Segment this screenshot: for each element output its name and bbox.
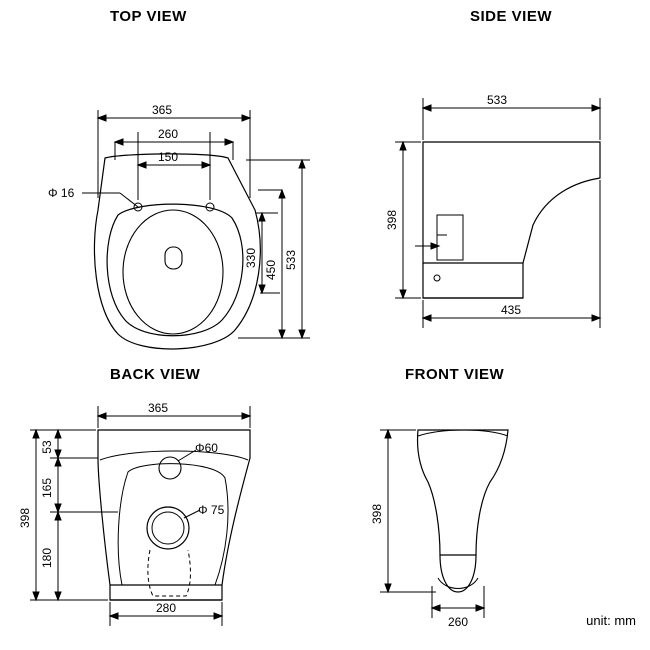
dim-back-53: 53	[40, 440, 54, 454]
dim-back-phi75: Φ 75	[198, 503, 225, 517]
dim-top-365: 365	[152, 103, 173, 117]
dim-side-435: 435	[500, 303, 522, 317]
dim-back-phi60: Φ60	[195, 441, 218, 455]
side-view-title: SIDE VIEW	[470, 8, 553, 25]
top-view-drawing	[10, 50, 340, 350]
dim-front-260: 260	[447, 615, 469, 629]
dim-top-phi16: Φ 16	[48, 186, 75, 200]
dim-top-533: 533	[284, 249, 298, 271]
dim-top-450: 450	[264, 259, 278, 281]
dim-front-398: 398	[370, 503, 384, 525]
unit-note: unit: mm	[586, 613, 636, 628]
dim-side-533: 533	[486, 93, 508, 107]
dim-top-330: 330	[244, 247, 258, 269]
dim-back-165: 165	[40, 477, 54, 499]
dim-top-260: 260	[158, 127, 179, 141]
dim-back-280: 280	[155, 601, 177, 615]
dim-top-150: 150	[158, 150, 179, 164]
top-view-title: TOP VIEW	[110, 8, 187, 25]
back-view-drawing	[10, 400, 310, 640]
dim-back-180: 180	[40, 547, 54, 569]
dim-back-398: 398	[18, 507, 32, 529]
front-view-drawing	[370, 400, 630, 640]
side-view-drawing	[375, 50, 645, 340]
back-view-title: BACK VIEW	[110, 366, 201, 383]
dim-back-365: 365	[147, 401, 169, 415]
front-view-title: FRONT VIEW	[405, 366, 505, 383]
dim-side-398: 398	[385, 209, 399, 231]
